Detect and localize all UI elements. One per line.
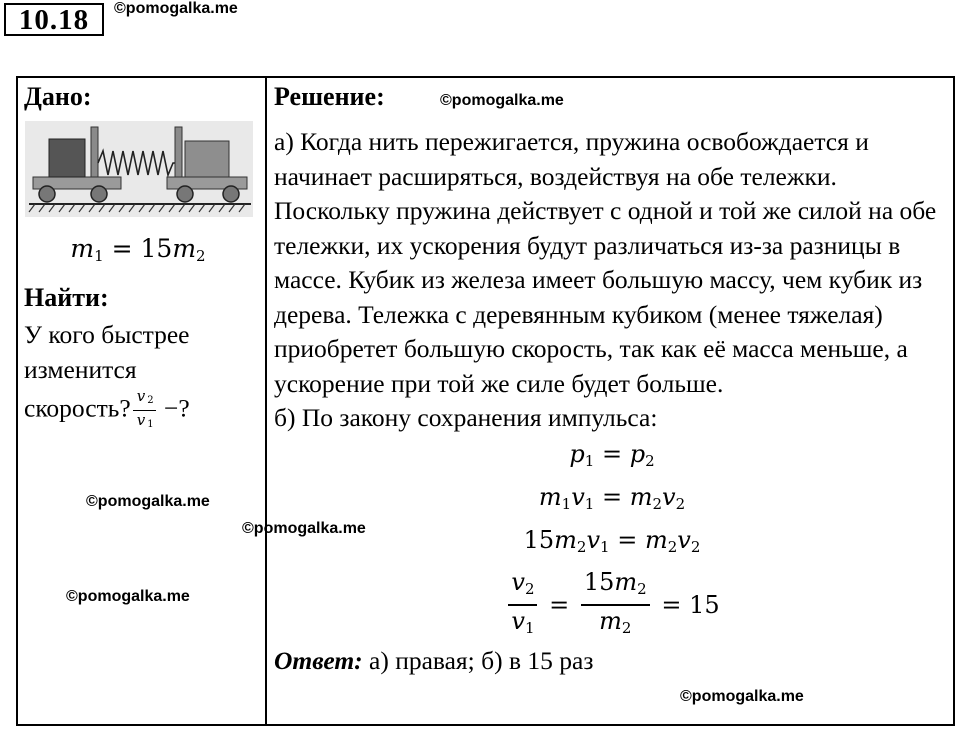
solution-part-a: а) Когда нить пережигается, пружина освобождается и начинает расширяться, воздействуя на обе тележки. Поскольку пружина действует с одной и той же силой на обе тележки, их ускорения будут различаться из-за разницы в массе. Кубик из железа имеет большую массу, чем кубик из дерева. Тележка с деревянным кубиком (менее тяжелая) приобретет большую скорость, так как её масса меньше, а ускорение при той же силе будет больше. [274,127,937,398]
column-divider [265,78,267,724]
formula-substituted: $15m_2v_1 = m_2v_2$ [523,525,701,556]
solution-column [274,78,950,677]
formula-ratio: $\frac{v_2}{v_1}$ = $\frac{15m_2}{m_2}$ = 15 [274,567,950,643]
watermark: ©pomogalka.me [66,588,190,605]
find-header: Найти: [24,283,109,312]
watermark: ©pomogalka.me [114,0,238,17]
given-header: Дано: [24,82,92,111]
problem-number: 10.18 [4,3,104,36]
answer: Ответ: а) правая; б) в 15 раз [274,645,594,675]
cart-figure [25,121,253,217]
given-column [24,78,260,434]
watermark: ©pomogalka.me [440,92,564,109]
watermark: ©pomogalka.me [86,493,210,510]
formula-momentum-equal: $p_1 = p_2$ [569,439,655,470]
find-question: У кого быстрее изменится скорость? $\frac{v _2}{v _1}$ −? [24,318,260,434]
solution-part-b: б) По закону сохранения импульса: [274,403,658,432]
formula-momentum-expanded: $m_1v_1 = m_2v_2$ [538,482,686,513]
solution-header: Решение: [274,82,385,111]
watermark: ©pomogalka.me [242,520,366,537]
solution-table [16,76,955,726]
velocity-ratio: $\frac{v _2}{v _1}$ [133,387,156,434]
given-relation: $m_1 = 15m_2$ [70,234,206,265]
watermark: ©pomogalka.me [680,688,804,705]
